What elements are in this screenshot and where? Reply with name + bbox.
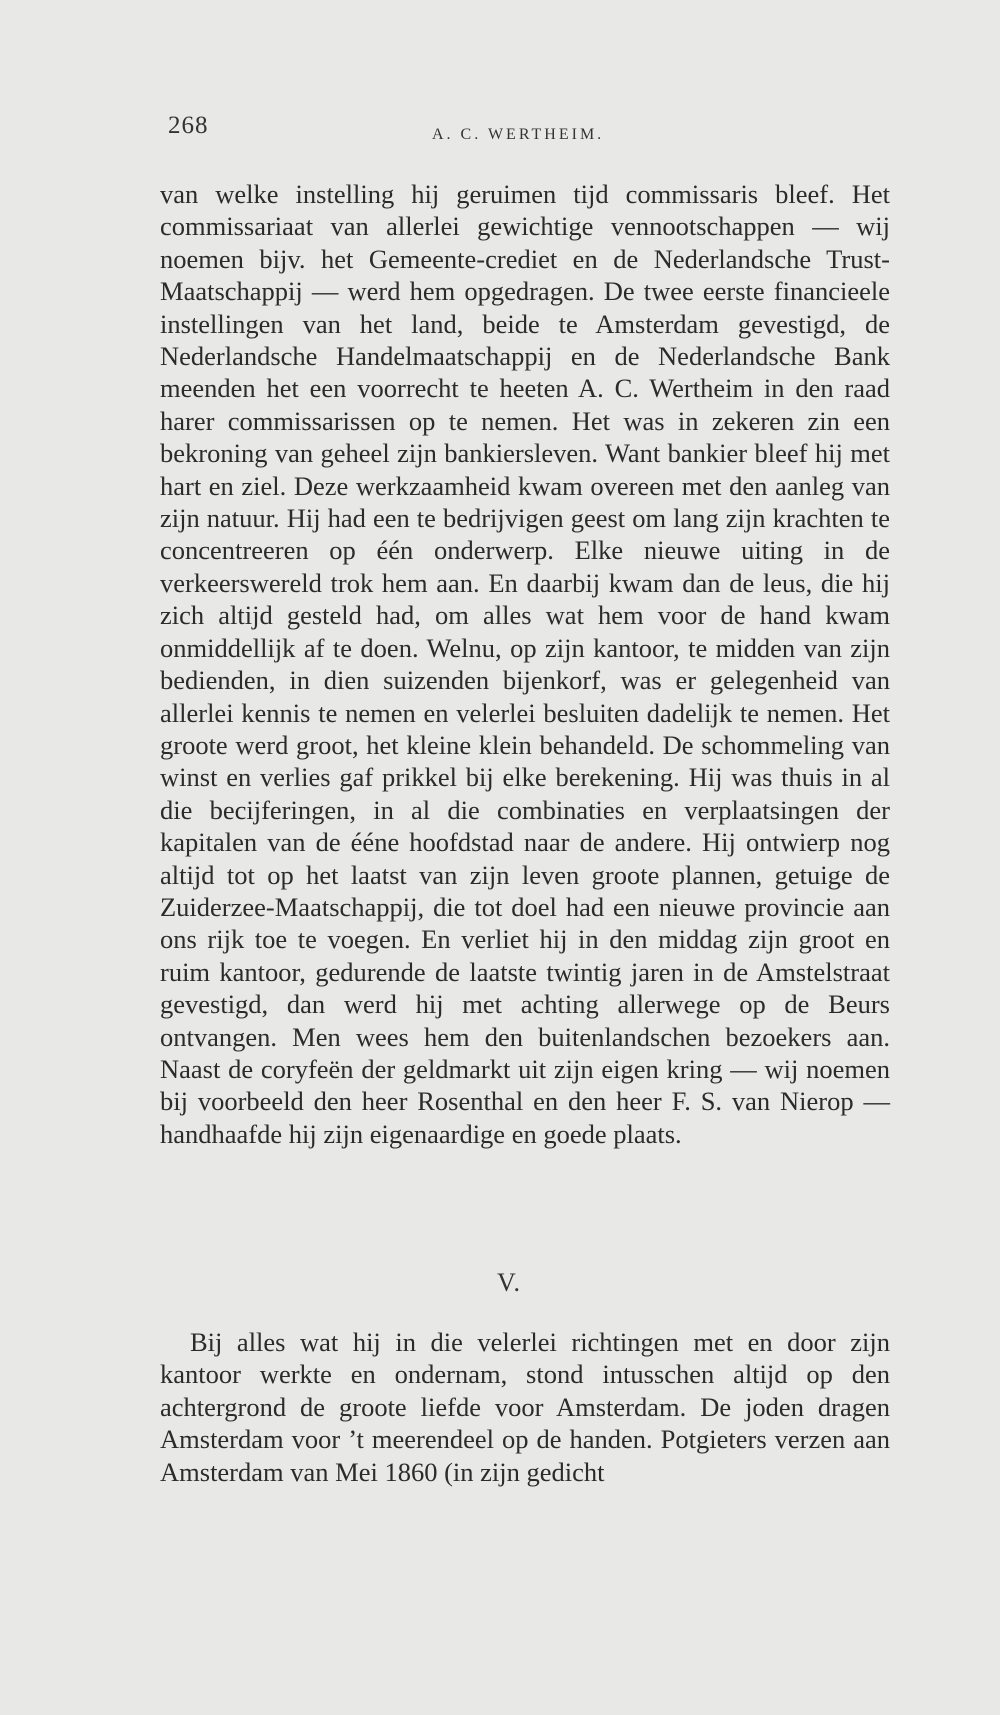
page-header [168,112,898,152]
paragraph-block [160,178,890,1150]
page-number: 268 [168,112,209,139]
section-heading [0,1268,1000,1298]
section-number: V. [497,1268,521,1297]
running-head: A. C. WERTHEIM. [432,126,605,143]
paragraph: van welke instelling hij geruimen tijd commissaris bleef. Het commissariaat van allerlei gewichtige vennootschappen — wij noemen bijv. het Gemeente-crediet en de Nederlandsche Trust-Maatschappij — werd hem opgedragen. De twee eerste financieele instellingen van het land, beide te Amsterdam gevestigd, de Nederlandsche Handelmaatschappij en de Nederlandsche Bank meenden het een voorrecht te heeten A. C. Wertheim in den raad harer commissarissen op te nemen. Het was in zekeren zin een bekroning van geheel zijn bankiersleven. Want bankier bleef hij met hart en ziel. Deze werkzaamheid kwam overeen met den aanleg van zijn natuur. Hij had een te bedrijvigen geest om lang zijn krachten te concentreeren op één onderwerp. Elke nieuwe uiting in de verkeerswereld trok hem aan. En daarbij kwam dan de leus, die hij zich altijd gesteld had, om alles wat hem voor de hand kwam onmiddellijk af te doen. Welnu, op zijn kantoor, te midden van zijn bedienden, in dien suizenden bijenkorf, was er gelegenheid van allerlei kennis te nemen en velerlei besluiten dadelijk te nemen. Het groote werd groot, het kleine klein behandeld. De schommeling van winst en verlies gaf prikkel bij elke berekening. Hij was thuis in al die becijferingen, in al die combinaties en verplaatsingen der kapitalen van de ééne hoofdstad naar de andere. Hij ontwierp nog altijd tot op het laatst van zijn leven groote plannen, getuige de Zuiderzee-Maatschappij, die tot doel had een nieuwe provincie aan ons rijk toe te voegen. En verliet hij in den middag zijn groot en ruim kantoor, gedurende de laatste twintig jaren in de Amstelstraat gevestigd, dan werd hij met achting allerwege op de Beurs ontvangen. Men wees hem den buitenlandschen bezoekers aan. Naast de coryfeën der geldmarkt uit zijn eigen kring — wij noemen bij voorbeeld den heer Rosenthal en den heer F. S. van Nierop — handhaafde hij zijn eigenaardige en goede plaats. [160,179,890,1149]
paragraph-block [160,1326,890,1488]
paragraph: Bij alles wat hij in die velerlei richtingen met en door zijn kantoor werkte en ondernam, stond intusschen altijd op den achtergrond de groote liefde voor Amsterdam. De joden dragen Amsterdam voor ’t meerendeel op de handen. Potgieters verzen aan Amsterdam van Mei 1860 (in zijn gedicht [160,1327,890,1487]
